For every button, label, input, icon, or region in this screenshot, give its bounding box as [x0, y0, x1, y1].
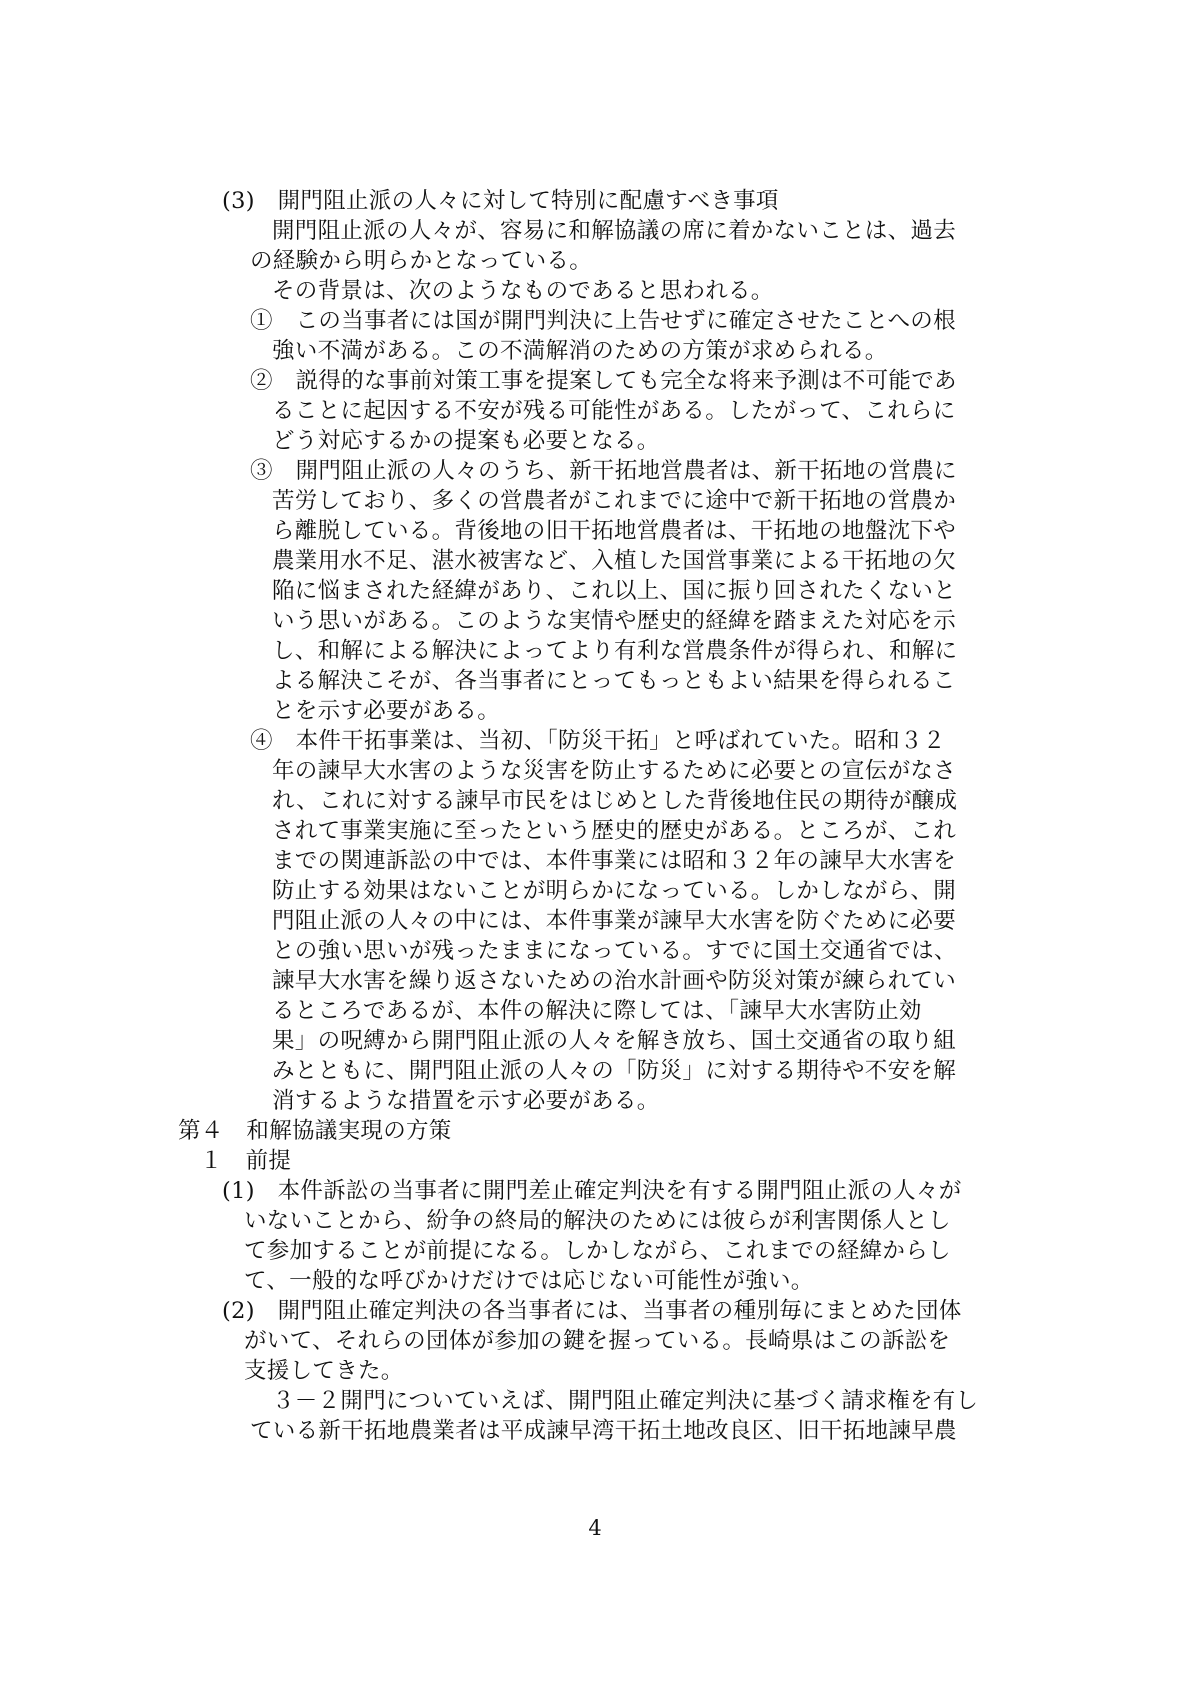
- list-item-line: 果」の呪縛から開門阻止派の人々を解き放ち、国土交通省の取り組: [272, 1028, 957, 1054]
- paragraph-line: ている新干拓地農業者は平成諫早湾干拓土地改良区、旧干拓地諫早農: [250, 1418, 957, 1444]
- list-item-line: (2) 開門阻止確定判決の各当事者には、当事者の種別毎にまとめた団体: [222, 1298, 962, 1324]
- list-item-line: までの関連訴訟の中では、本件事業には昭和３２年の諫早大水害を: [272, 848, 957, 874]
- list-item-line: 強い不満がある。この不満解消のための方策が求められる。: [272, 338, 888, 364]
- section-heading: (3) 開門阻止派の人々に対して特別に配慮すべき事項: [222, 188, 779, 214]
- page-number: 4: [588, 1516, 602, 1540]
- list-item-line: れ、これに対する諫早市民をはじめとした背後地住民の期待が醸成: [272, 788, 958, 814]
- paragraph-line: の経験から明らかとなっている。: [250, 248, 593, 274]
- list-item-line: 苦労しており、多くの営農者がこれまでに途中で新干拓地の営農か: [272, 488, 957, 514]
- paragraph-line: 開門阻止派の人々が、容易に和解協議の席に着かないことは、過去: [272, 218, 957, 244]
- list-item-line: がいて、それらの団体が参加の鍵を握っている。長崎県はこの訴訟を: [244, 1328, 951, 1354]
- list-item-line: 防止する効果はないことが明らかになっている。しかしながら、開: [272, 878, 957, 904]
- sub-heading: １ 前提: [200, 1148, 292, 1174]
- chapter-heading: 第４ 和解協議実現の方策: [178, 1118, 452, 1144]
- list-item-line: 支援してきた。: [244, 1358, 404, 1384]
- list-item-line: ら離脱している。背後地の旧干拓地営農者は、干拓地の地盤沈下や: [272, 518, 957, 544]
- list-item-line: 陥に悩まされた経緯があり、これ以上、国に振り回されたくないと: [272, 578, 957, 604]
- list-item-line: ② 説得的な事前対策工事を提案しても完全な将来予測は不可能であ: [250, 368, 957, 394]
- paragraph-line: ３－２開門についていえば、開門阻止確定判決に基づく請求権を有し: [272, 1388, 979, 1414]
- list-item-line: 門阻止派の人々の中には、本件事業が諫早大水害を防ぐために必要: [272, 908, 957, 934]
- list-item-line: 消するような措置を示す必要がある。: [272, 1088, 660, 1114]
- list-item-line: ④ 本件干拓事業は、当初、「防災干拓」と呼ばれていた。昭和３２: [250, 728, 946, 754]
- list-item-line: て参加することが前提になる。しかしながら、これまでの経緯からし: [244, 1238, 951, 1264]
- list-item-line: いないことから、紛争の終局的解決のためには彼らが利害関係人とし: [244, 1208, 951, 1234]
- paragraph-line: その背景は、次のようなものであると思われる。: [272, 278, 774, 304]
- list-item-line: 農業用水不足、湛水被害など、入植した国営事業による干拓地の欠: [272, 548, 957, 574]
- list-item-line: との強い思いが残ったままになっている。すでに国土交通省では、: [272, 938, 957, 964]
- list-item-line: ③ 開門阻止派の人々のうち、新干拓地営農者は、新干拓地の営農に: [250, 458, 957, 484]
- list-item-line: よる解決こそが、各当事者にとってもっともよい結果を得られるこ: [272, 668, 956, 694]
- list-item-line: されて事業実施に至ったという歴史的歴史がある。ところが、これ: [272, 818, 957, 844]
- list-item-line: みとともに、開門阻止派の人々の「防災」に対する期待や不安を解: [272, 1058, 957, 1084]
- list-item-line: とを示す必要がある。: [272, 698, 501, 724]
- list-item-line: て、一般的な呼びかけだけでは応じない可能性が強い。: [244, 1268, 814, 1294]
- list-item-line: 年の諫早大水害のような災害を防止するために必要との宣伝がなさ: [272, 758, 957, 784]
- list-item-line: るところであるが、本件の解決に際しては、「諫早大水害防止効: [272, 998, 922, 1024]
- list-item-line: ① この当事者には国が開門判決に上告せずに確定させたことへの根: [250, 308, 956, 334]
- list-item-line: どう対応するかの提案も必要となる。: [272, 428, 660, 454]
- list-item-line: いう思いがある。このような実情や歴史的経緯を踏まえた対応を示: [272, 608, 957, 634]
- list-item-line: ることに起因する不安が残る可能性がある。したがって、これらに: [272, 398, 956, 424]
- list-item-line: (1) 本件訴訟の当事者に開門差止確定判決を有する開門阻止派の人々が: [222, 1178, 962, 1204]
- list-item-line: し、和解による解決によってより有利な営農条件が得られ、和解に: [272, 638, 958, 664]
- list-item-line: 諫早大水害を繰り返さないための治水計画や防災対策が練られてい: [272, 968, 957, 994]
